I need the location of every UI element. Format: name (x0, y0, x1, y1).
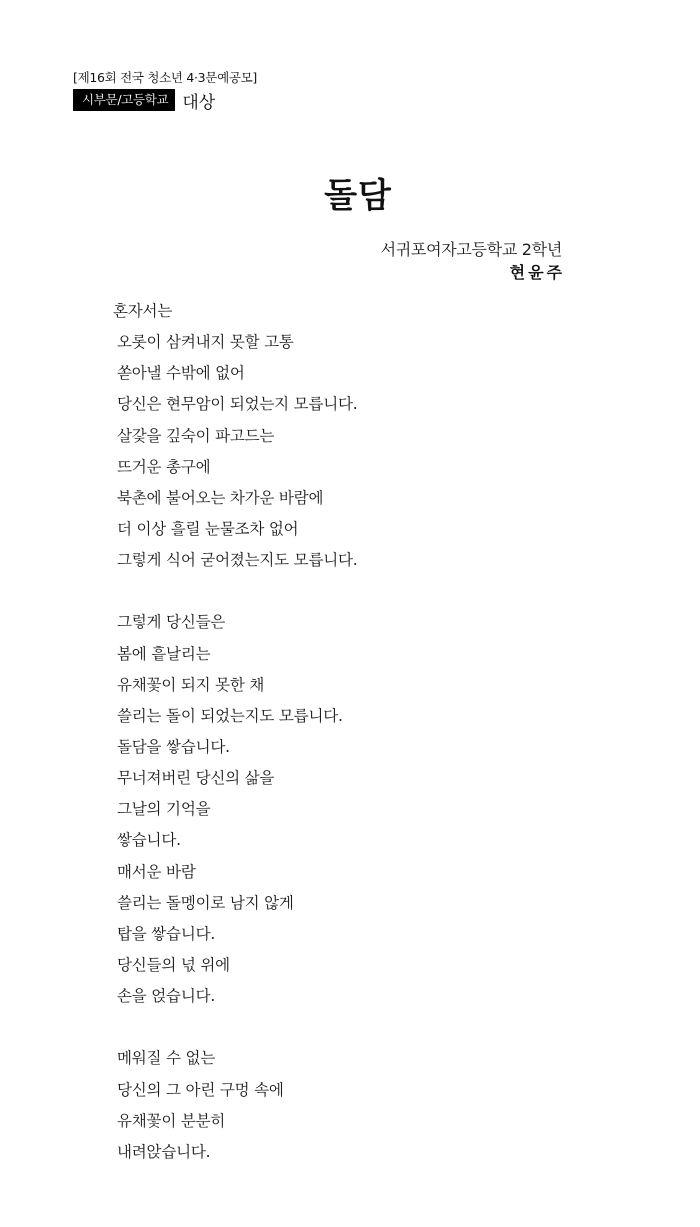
poem-line: 그렇게 당신들은 (117, 613, 226, 632)
poem-line: 쌓습니다. (117, 831, 181, 850)
poem-line: 혼자서는 (113, 302, 173, 320)
poem-body (113, 296, 358, 1168)
poem-line: 쓸리는 돌이 되었는지도 모릅니다. (117, 706, 343, 725)
poem-line: 그날의 기억을 (117, 800, 211, 819)
contest-label: [제16회 전국 청소년 4·3문예공모] (73, 70, 257, 85)
stanza-break (117, 1012, 358, 1043)
poem-line: 뜨거운 총구에 (117, 457, 211, 476)
poem-line: 쏟아낼 수밖에 없어 (117, 364, 245, 383)
poem-line: 손을 얹습니다. (117, 987, 216, 1006)
poem-line: 쓸리는 돌멩이로 남지 않게 (117, 893, 294, 912)
poem-line: 돌담을 쌓습니다. (117, 737, 230, 756)
poem-line: 그렇게 식어 굳어졌는지도 모릅니다. (117, 551, 358, 570)
award-label: 대상 (182, 92, 216, 113)
poem-line: 살갗을 깊숙이 파고드는 (117, 426, 275, 445)
poem-line: 유채꽃이 분분히 (117, 1111, 226, 1130)
poem-line: 당신의 그 아린 구멍 속에 (117, 1080, 284, 1099)
poem-line: 탑을 쌓습니다. (117, 924, 216, 943)
category-row (73, 89, 215, 111)
poem-line: 북촌에 불어오는 차가운 바람에 (117, 488, 324, 507)
author-school: 서귀포여자고등학교 2학년 (380, 240, 562, 259)
poem-line: 봄에 흩날리는 (117, 644, 211, 663)
author-name: 현윤주 (509, 263, 565, 282)
poem-line: 더 이상 흘릴 눈물조차 없어 (117, 519, 299, 538)
poem-line: 내려앉습니다. (117, 1142, 211, 1161)
poem-line: 무너져버린 당신의 삶을 (117, 769, 275, 788)
poem-title: 돌담 (324, 176, 392, 216)
poem-line: 당신들의 넋 위에 (117, 955, 230, 974)
stanza-break (117, 576, 358, 607)
author-block (380, 239, 565, 285)
poem-line: 유채꽃이 되지 못한 채 (117, 675, 265, 694)
category-badge: 시부문/고등학교 (73, 89, 175, 111)
poem-line: 메워질 수 없는 (117, 1049, 216, 1068)
poem-line: 매서운 바람 (117, 862, 196, 881)
poem-line: 당신은 현무암이 되었는지 모릅니다. (117, 395, 358, 414)
poem-line: 오롯이 삼켜내지 못할 고통 (117, 333, 294, 352)
